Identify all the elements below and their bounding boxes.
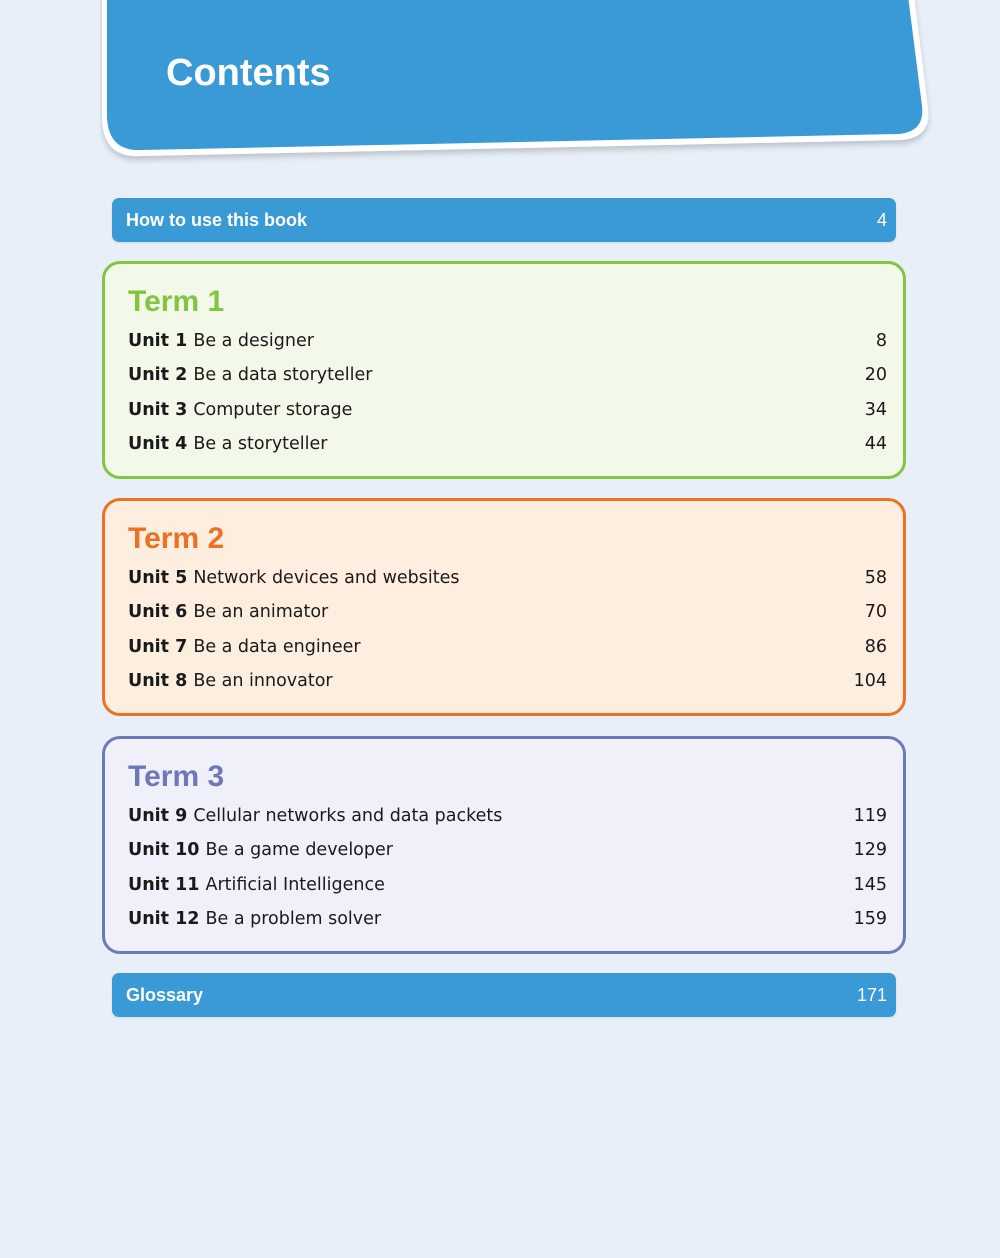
unit-page: 58 xyxy=(864,568,887,589)
unit-page: 159 xyxy=(853,909,887,930)
unit-page: 104 xyxy=(853,671,887,692)
page-title: Contents xyxy=(166,52,331,94)
term-title: Term 1 xyxy=(128,285,225,318)
unit-title: Be a storyteller xyxy=(193,434,328,455)
toc-unit-row[interactable] xyxy=(128,358,887,392)
unit-page: 86 xyxy=(864,636,887,657)
unit-title: Be a game developer xyxy=(205,840,393,861)
unit-page: 34 xyxy=(864,399,887,420)
unit-page: 145 xyxy=(853,874,887,895)
unit-title: Be a designer xyxy=(193,331,314,352)
unit-title: Cellular networks and data packets xyxy=(193,806,503,827)
toc-entry-how-to-use[interactable] xyxy=(112,198,896,242)
unit-number: Unit 1 xyxy=(128,331,188,352)
unit-page: 119 xyxy=(853,806,887,827)
unit-page: 70 xyxy=(864,602,887,623)
toc-entry-page: 171 xyxy=(856,984,887,1005)
toc-unit-row[interactable] xyxy=(128,324,887,358)
unit-title: Be a problem solver xyxy=(205,909,382,930)
toc-entry-label: Glossary xyxy=(126,984,204,1005)
contents-header-banner xyxy=(100,0,930,155)
unit-number: Unit 3 xyxy=(128,399,188,420)
unit-number: Unit 9 xyxy=(128,806,188,827)
unit-number: Unit 10 xyxy=(128,840,200,861)
term-2-section xyxy=(102,498,906,716)
toc-unit-row[interactable] xyxy=(128,664,887,698)
toc-entry-glossary[interactable] xyxy=(112,973,896,1017)
unit-title: Artificial Intelligence xyxy=(205,874,385,895)
toc-unit-row[interactable] xyxy=(128,595,887,629)
unit-title: Be a data engineer xyxy=(193,636,361,657)
toc-unit-row[interactable] xyxy=(128,799,887,833)
unit-title: Be an innovator xyxy=(193,671,333,692)
toc-unit-row[interactable] xyxy=(128,902,887,936)
term-1-section xyxy=(102,261,906,479)
unit-title: Be an animator xyxy=(193,602,329,623)
toc-unit-row[interactable] xyxy=(128,630,887,664)
toc-unit-row[interactable] xyxy=(128,561,887,595)
unit-number: Unit 12 xyxy=(128,909,200,930)
unit-number: Unit 2 xyxy=(128,365,188,386)
unit-title: Computer storage xyxy=(193,399,353,420)
toc-unit-row[interactable] xyxy=(128,393,887,427)
unit-number: Unit 5 xyxy=(128,568,188,589)
unit-page: 8 xyxy=(875,331,887,352)
unit-number: Unit 4 xyxy=(128,434,188,455)
unit-page: 44 xyxy=(864,434,887,455)
term-title: Term 2 xyxy=(128,522,225,555)
unit-title: Be a data storyteller xyxy=(193,365,373,386)
toc-entry-page: 4 xyxy=(876,209,887,230)
unit-title: Network devices and websites xyxy=(193,568,460,589)
unit-number: Unit 7 xyxy=(128,636,188,657)
toc-unit-row[interactable] xyxy=(128,833,887,867)
unit-page: 20 xyxy=(864,365,887,386)
unit-number: Unit 8 xyxy=(128,671,188,692)
term-3-section xyxy=(102,736,906,954)
unit-number: Unit 11 xyxy=(128,874,200,895)
unit-number: Unit 6 xyxy=(128,602,188,623)
toc-entry-label: How to use this book xyxy=(126,209,308,230)
unit-page: 129 xyxy=(853,840,887,861)
term-title: Term 3 xyxy=(128,760,225,793)
toc-unit-row[interactable] xyxy=(128,427,887,461)
toc-unit-row[interactable] xyxy=(128,868,887,902)
